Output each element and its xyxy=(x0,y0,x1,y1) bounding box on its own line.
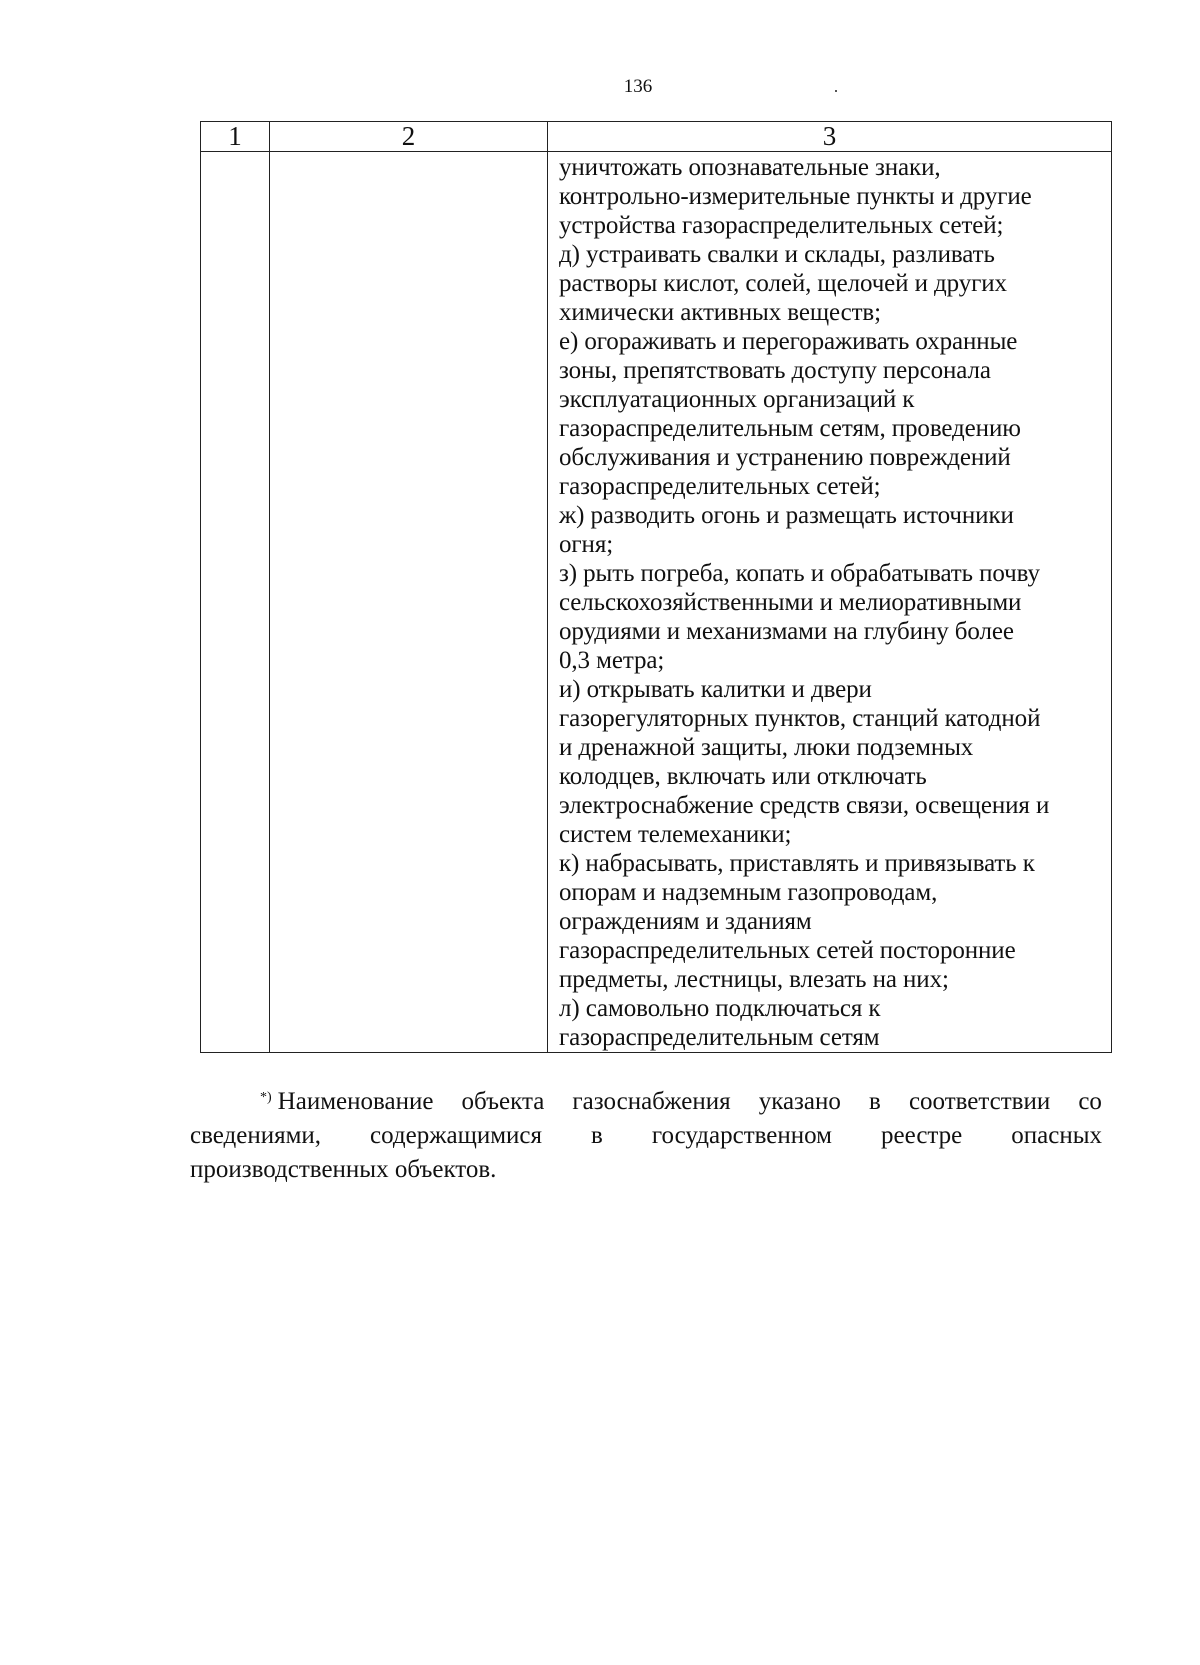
content-line: д) устраивать свалки и склады, разливать xyxy=(559,241,995,268)
footnote-word: газоснабжения xyxy=(572,1088,731,1115)
page-number: 136 xyxy=(623,76,653,97)
content-line: и дренажной защиты, люки подземных xyxy=(559,734,974,761)
cell-col-1 xyxy=(201,152,270,1053)
content-line: газорегуляторных пунктов, станций катодной xyxy=(559,705,1041,732)
footnote-word: со xyxy=(1078,1088,1102,1115)
content-line: электроснабжение средств связи, освещения и xyxy=(559,792,1050,819)
content-line: орудиями и механизмами на глубину более xyxy=(559,618,1014,645)
requirements-table xyxy=(200,121,1112,1053)
content-line: к) набрасывать, приставлять и привязывать к xyxy=(559,850,1035,877)
content-line: обслуживания и устранению повреждений xyxy=(559,444,1011,471)
table-header-row xyxy=(201,122,1112,152)
footnote-word: в xyxy=(869,1088,881,1115)
footnote xyxy=(190,1085,1102,1187)
scan-speck xyxy=(835,90,837,92)
content-line: колодцев, включать или отключать xyxy=(559,763,927,790)
header-col-1: 1 xyxy=(201,122,270,152)
content-line: ж) разводить огонь и размещать источники xyxy=(559,502,1014,529)
content-line: химически активных веществ; xyxy=(559,299,881,326)
content-line: газораспределительных сетей; xyxy=(559,473,881,500)
content-line: ограждениям и зданиям xyxy=(559,908,812,935)
content-line: зоны, препятствовать доступу персонала xyxy=(559,357,991,384)
content-line: газораспределительным сетям xyxy=(559,1024,880,1051)
content-line: уничтожать опознавательные знаки, xyxy=(559,154,941,181)
content-line: газораспределительным сетям, проведению xyxy=(559,415,1021,442)
footnote-marker: *) xyxy=(260,1090,272,1105)
footnote-line-2 xyxy=(190,1119,1102,1153)
footnote-word: сведениями, xyxy=(190,1122,322,1149)
content-line: газораспределительных сетей посторонние xyxy=(559,937,1016,964)
content-line: и) открывать калитки и двери xyxy=(559,676,872,703)
header-col-3: 3 xyxy=(548,122,1112,152)
footnote-word: производственных объектов. xyxy=(190,1156,497,1183)
footnote-word: государственном xyxy=(651,1122,832,1149)
content-line: л) самовольно подключаться к xyxy=(559,995,881,1022)
content-line: систем телемеханики; xyxy=(559,821,792,848)
content-line: предметы, лестницы, влезать на них; xyxy=(559,966,949,993)
footnote-line-1 xyxy=(190,1085,1102,1119)
footnote-word: реестре xyxy=(881,1122,963,1149)
header-col-2: 2 xyxy=(270,122,548,152)
footnote-word: содержащимися xyxy=(370,1122,543,1149)
content-line: устройства газораспределительных сетей; xyxy=(559,212,1004,239)
footnote-word: в xyxy=(591,1122,603,1149)
content-line: огня; xyxy=(559,531,614,558)
content-line: контрольно-измерительные пункты и другие xyxy=(559,183,1032,210)
footnote-line-3 xyxy=(190,1153,1102,1187)
content-line: е) огораживать и перегораживать охранные xyxy=(559,328,1018,355)
cell-col-2 xyxy=(270,152,548,1053)
cell-col-3 xyxy=(548,152,1112,1053)
content-line: 0,3 метра; xyxy=(559,647,665,674)
footnote-word: объекта xyxy=(461,1088,545,1115)
footnote-word: *) Наименование xyxy=(260,1088,434,1115)
footnote-word: опасных xyxy=(1011,1122,1102,1149)
content-line: эксплуатационных организаций к xyxy=(559,386,915,413)
content-line: опорам и надземным газопроводам, xyxy=(559,879,938,906)
footnote-word: соответствии xyxy=(908,1088,1051,1115)
content-line: сельскохозяйственными и мелиоративными xyxy=(559,589,1022,616)
content-line: растворы кислот, солей, щелочей и других xyxy=(559,270,1007,297)
content-line: з) рыть погреба, копать и обрабатывать почву xyxy=(559,560,1040,587)
footnote-word: указано xyxy=(758,1088,841,1115)
table-row xyxy=(201,152,1112,1053)
